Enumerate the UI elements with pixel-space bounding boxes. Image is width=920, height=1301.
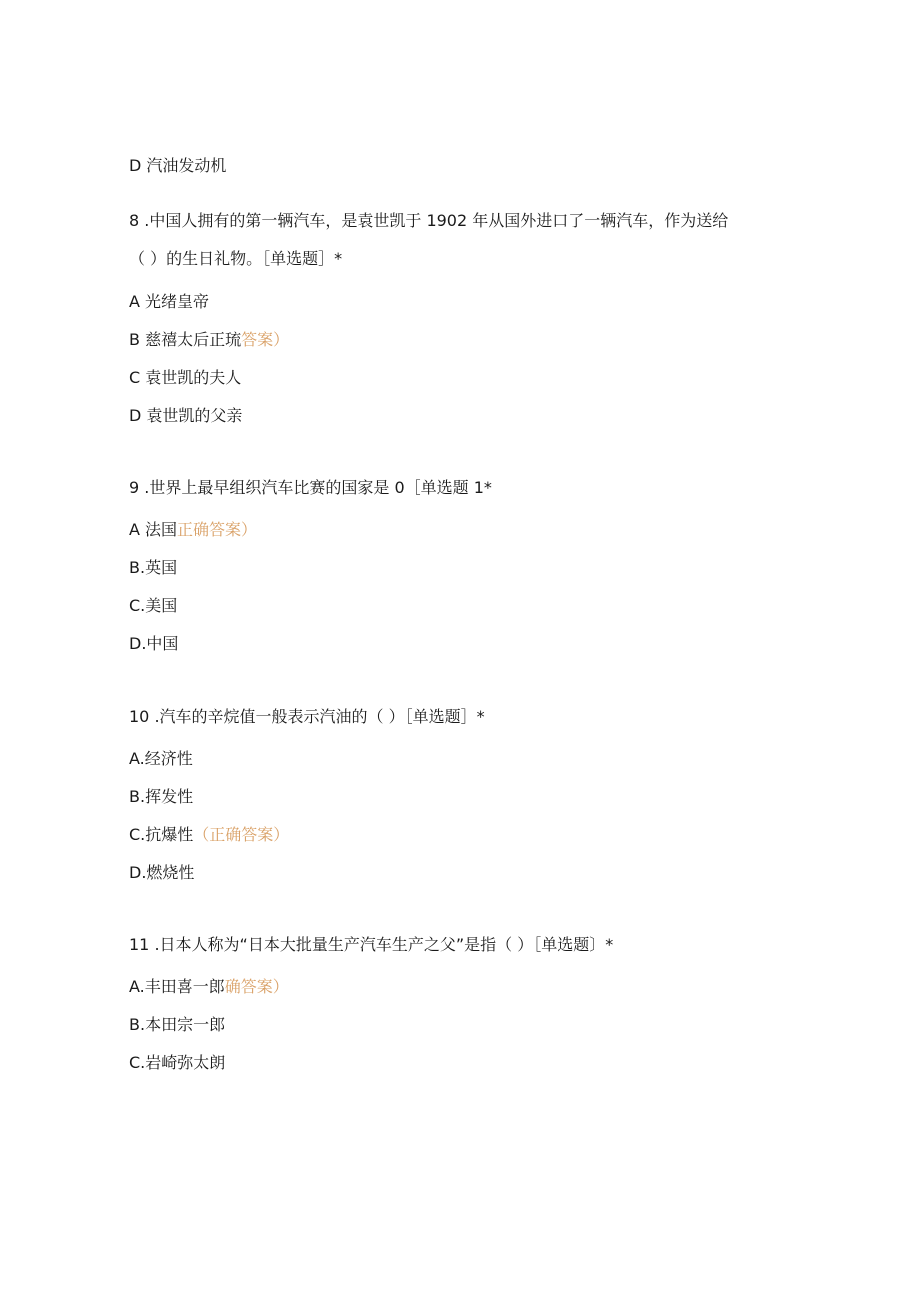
q10-option-d xyxy=(129,863,194,883)
q9-option-b xyxy=(129,558,177,578)
q8-option-c xyxy=(129,368,241,388)
option-text: B.本田宗一郎 xyxy=(129,1015,226,1034)
option-text: B.英国 xyxy=(129,558,178,577)
q9-option-a xyxy=(129,520,257,540)
correct-answer-tag: 确答案） xyxy=(224,977,289,996)
question-text: （ ）的生日礼物。［单选题］* xyxy=(129,249,343,268)
option-text: D 汽油发动机 xyxy=(129,156,227,175)
q8-stem-line2 xyxy=(129,249,342,269)
q9-option-d xyxy=(129,634,178,654)
correct-answer-tag: 正确答案） xyxy=(177,520,258,539)
q8-option-b xyxy=(129,330,289,350)
q11-option-a xyxy=(129,977,289,997)
option-text: A 法国 xyxy=(129,520,178,539)
option-text: A 光绪皇帝 xyxy=(129,292,210,311)
q11-option-b xyxy=(129,1015,225,1035)
q11-option-c xyxy=(129,1053,225,1073)
question-text: 11 .日本人称为“日本大批量生产汽车生产之父”是指（ ）［单选题〕* xyxy=(129,935,614,954)
q8-option-a xyxy=(129,292,209,312)
q7-option-d xyxy=(129,156,226,176)
question-text: 10 .汽车的辛烷值一般表示汽油的（ ）［单选题］* xyxy=(129,707,485,726)
option-text: B 慈禧太后正琉 xyxy=(129,330,242,349)
option-text: D.中国 xyxy=(129,634,179,653)
q10-option-a xyxy=(129,749,193,769)
correct-answer-tag: 答案） xyxy=(241,330,290,349)
q9-stem xyxy=(129,478,492,498)
option-text: C 袁世凯的夫人 xyxy=(129,368,242,387)
option-text: D 袁世凯的父亲 xyxy=(129,406,243,425)
q10-option-c xyxy=(129,825,289,845)
option-text: C.抗爆性 xyxy=(129,825,194,844)
option-text: A.经济性 xyxy=(129,749,193,768)
option-text: D.燃烧性 xyxy=(129,863,195,882)
q10-stem xyxy=(129,707,485,727)
option-text: A.丰田喜一郎 xyxy=(129,977,225,996)
option-text: C.岩崎弥太朗 xyxy=(129,1053,226,1072)
correct-answer-tag: （正确答案） xyxy=(193,825,290,844)
option-text: B.挥发性 xyxy=(129,787,194,806)
q8-option-d xyxy=(129,406,242,426)
q10-option-b xyxy=(129,787,193,807)
q9-option-c xyxy=(129,596,177,616)
question-text: 9 .世界上最早组织汽车比赛的国家是 0［单选题 1* xyxy=(129,478,492,497)
question-text: 8 .中国人拥有的第一辆汽车，是袁世凯于 1902 年从国外进口了一辆汽车，作为送给 xyxy=(129,211,729,230)
q8-stem-line1 xyxy=(129,211,728,231)
option-text: C.美国 xyxy=(129,596,178,615)
q11-stem xyxy=(129,935,613,955)
